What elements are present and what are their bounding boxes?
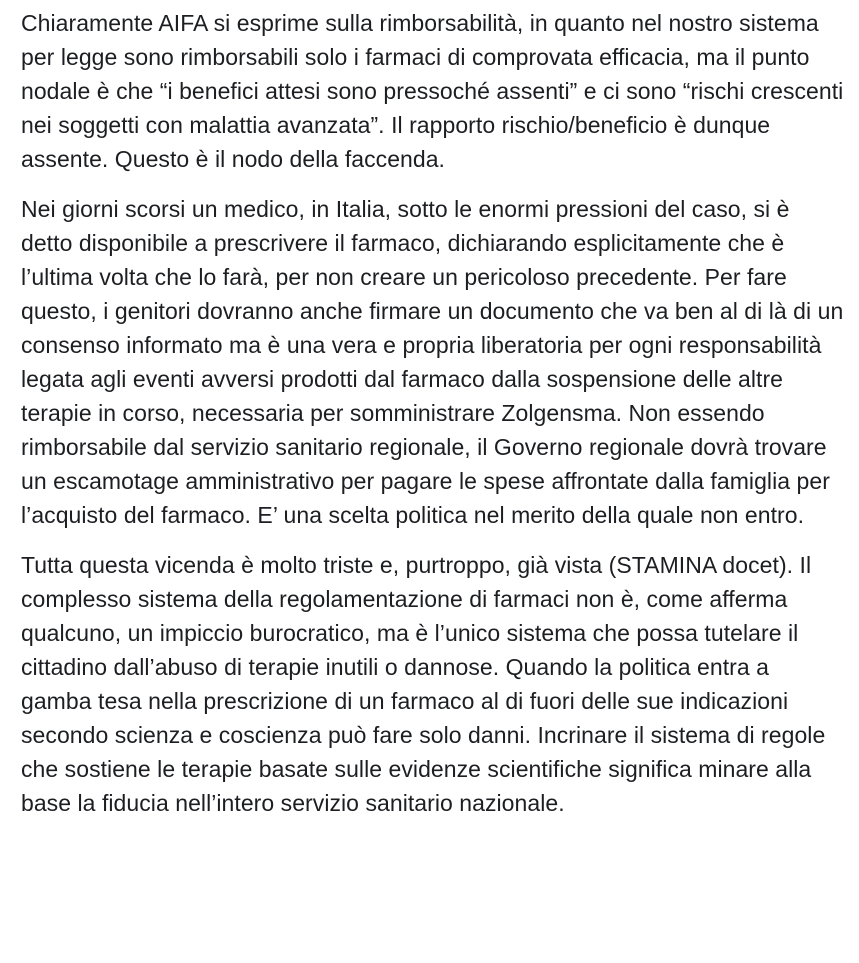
post-paragraph-1: Chiaramente AIFA si esprime sulla rimborsabilità, in quanto nel nostro sistema per legge sono rimborsabili solo i farmaci di comprovata efficacia, ma il punto nodale è che “i benefici attesi sono pressoché assenti” e ci sono “rischi crescenti nei soggetti con malattia avanzata”. Il rapporto rischio/beneficio è dunque assente. Questo è il nodo della faccenda. [21,10,844,172]
post-paragraph-3: Tutta questa vicenda è molto triste e, purtroppo, già vista (STAMINA docet). Il complesso sistema della regolamentazione di farmaci non è, come afferma qualcuno, un impiccio burocratico, ma è l’unico sistema che possa tutelare il cittadino dall’abuso di terapie inutili o dannose. Quando la politica entra a gamba tesa nella prescrizione di un farmaco al di fuori delle sue indicazioni secondo scienza e coscienza può fare solo danni. Incrinare il sistema di regole che sostiene le terapie basate sulle evidenze scientifiche significa minare alla base la fiducia nell’intero servizio sanitario nazionale. [21,552,826,816]
post-paragraph-2: Nei giorni scorsi un medico, in Italia, sotto le enormi pressioni del caso, si è detto disponibile a prescrivere il farmaco, dichiarando esplicitamente che è l’ultima volta che lo farà, per non creare un pericoloso precedente. Per fare questo, i genitori dovranno anche firmare un documento che va ben al di là di un consenso informato ma è una vera e propria liberatoria per ogni responsabilità legata agli eventi avversi prodotti dal farmaco dalla sospensione delle altre terapie in corso, necessaria per somministrare Zolgensma. Non essendo rimborsabile dal servizio sanitario regionale, il Governo regionale dovrà trovare un escamotage amministrativo per pagare le spese affrontate dalla famiglia per l’acquisto del farmaco. E’ una scelta politica nel merito della quale non entro. [21,196,844,528]
